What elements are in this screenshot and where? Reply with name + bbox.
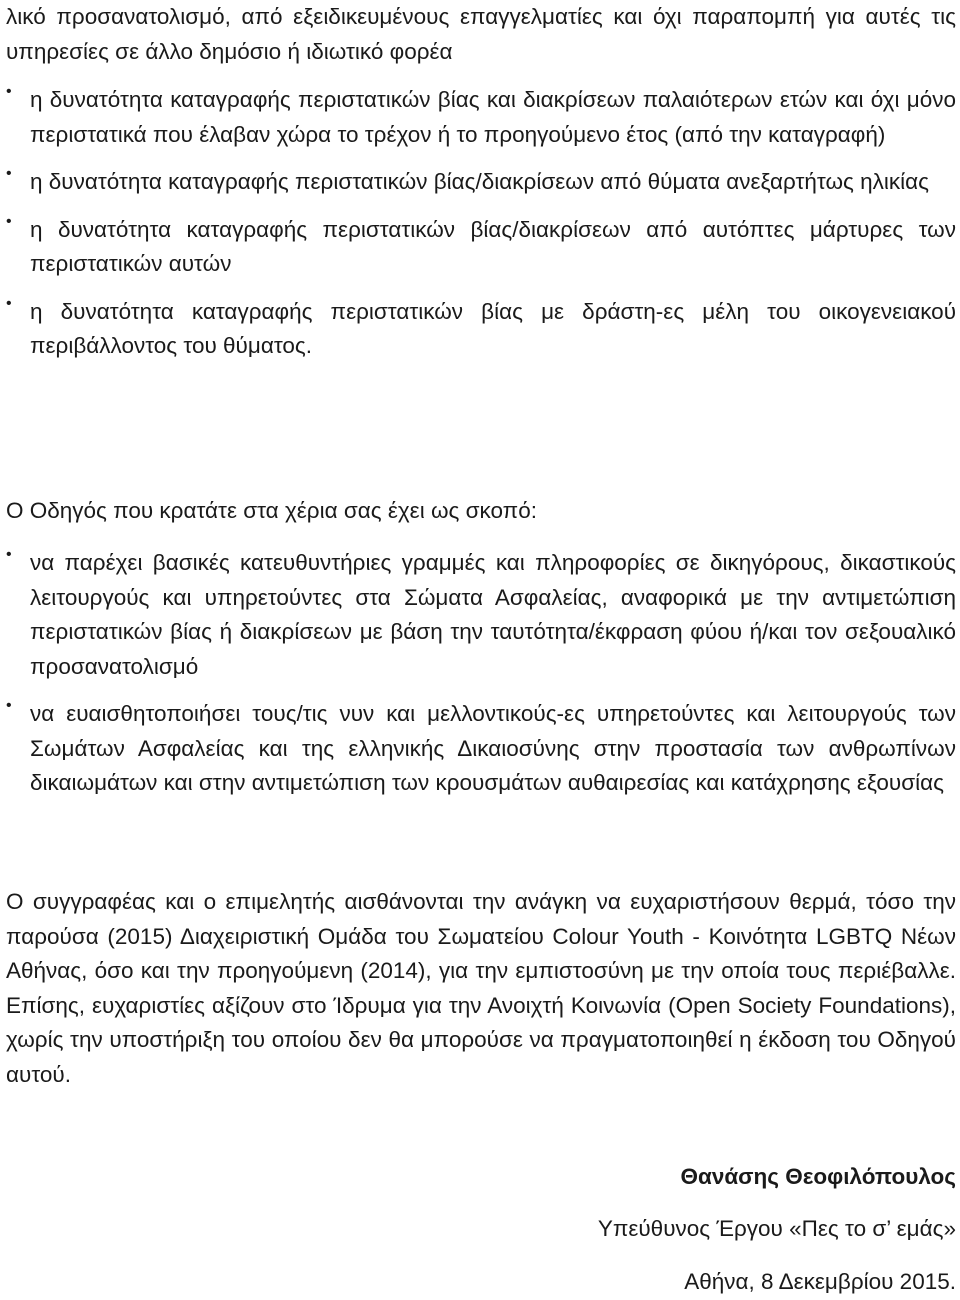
list-item-text: να παρέχει βασικές κατευθυντήριες γραμμές και πληροφορίες σε δικηγόρους, δικαστικούς λειτουργούς και υπηρετούντες στα Σώματα Ασφαλείας, αναφορικά με την αντιμετώπιση περιστατικών βίας ή διακρίσεων με βάση την ταυτότητα/έκφραση φύου ή/και τον σεξουαλικό προσανατολισμό <box>30 550 956 679</box>
bullet-icon: • <box>6 165 12 182</box>
purpose-section <box>6 546 956 814</box>
list-item-text: η δυνατότητα καταγραφής περιστατικών βίας και διακρίσεων παλαιότερων ετών και όχι μόνο περιστατικά που έλαβαν χώρα το τρέχον ή το προηγούμενο έτος (από την καταγραφή) <box>30 87 956 147</box>
bullet-icon: • <box>6 212 12 230</box>
bullet-icon: • <box>6 294 12 312</box>
list-item <box>6 546 956 684</box>
list-item-text: η δυνατότητα καταγραφής περιστατικών βίας/διακρίσεων από αυτόπτες μάρτυρες των περιστατικών αυτών <box>30 216 956 276</box>
acknowledgements-paragraph: Ο συγγραφέας και ο επιμελητής αισθάνονται την ανάγκη να ευχαριστήσουν θερμά, τόσο την παρούσα (2015) Διαχειριστική Ομάδα του Σωματείου Colour Youth - Κοινότητα LGBTQ Νέων Αθήνας, όσο και την προηγούμενη (2014), για την εμπιστοσύνη με την οποία τους περιέβαλλε. Επίσης, ευχαριστίες αξίζουν στο Ίδρυμα για την Ανοιχτή Κοινωνία (Open Society Foundations), χωρίς την υποστήριξη του οποίου δεν θα μπορούσε να πραγματοποιηθεί η έκδοση του Οδηγού αυτού. <box>6 889 956 1087</box>
continuation-paragraph: λικό προσανατολισμό, από εξειδικευμένους επαγγελματίες και όχι παραπομπή για αυτές τις υπηρεσίες σε άλλο δημόσιο ή ιδιωτικό φορέα <box>6 4 956 64</box>
list-item-text: να ευαισθητοποιήσει τους/τις νυν και μελλοντικούς-ες υπηρετούντες και λειτουργούς των Σωμάτων Ασφαλείας και της ελληνικής Δικαιοσύνης στην προστασία των ανθρωπίνων δικαιωμάτων και στην αντιμετώπιση των κρουσμάτων αυθαιρεσίας και κατάχρησης εξουσίας <box>30 701 956 795</box>
list-item-text: η δυνατότητα καταγραφής περιστατικών βίας με δράστη-ες μέλη του οικογενειακού περιβάλλοντος του θύματος. <box>30 298 956 358</box>
list-item <box>6 165 956 200</box>
list-item <box>6 83 956 152</box>
signature-date: Αθήνα, 8 Δεκεμβρίου 2015. <box>684 1269 956 1294</box>
bullet-icon: • <box>6 83 12 100</box>
list-item <box>6 697 956 801</box>
bullet-icon: • <box>6 697 12 714</box>
bullet-list-features <box>6 83 956 364</box>
list-item <box>6 213 956 282</box>
signature-role: Υπεύθυνος Έργου «Πες το σ’ εμάς» <box>597 1216 956 1241</box>
signature-name: Θανάσης Θεοφιλόπουλος <box>680 1164 956 1189</box>
list-item <box>6 295 956 364</box>
purpose-intro: Ο Οδηγός που κρατάτε στα χέρια σας έχει ως σκοπό: <box>6 498 537 523</box>
bullet-list-purpose <box>6 546 956 801</box>
bullet-icon: • <box>6 546 12 563</box>
first-section <box>6 0 956 377</box>
list-item-text: η δυνατότητα καταγραφής περιστατικών βίας/διακρίσεων από θύματα ανεξαρτήτως ηλικίας <box>30 169 929 194</box>
